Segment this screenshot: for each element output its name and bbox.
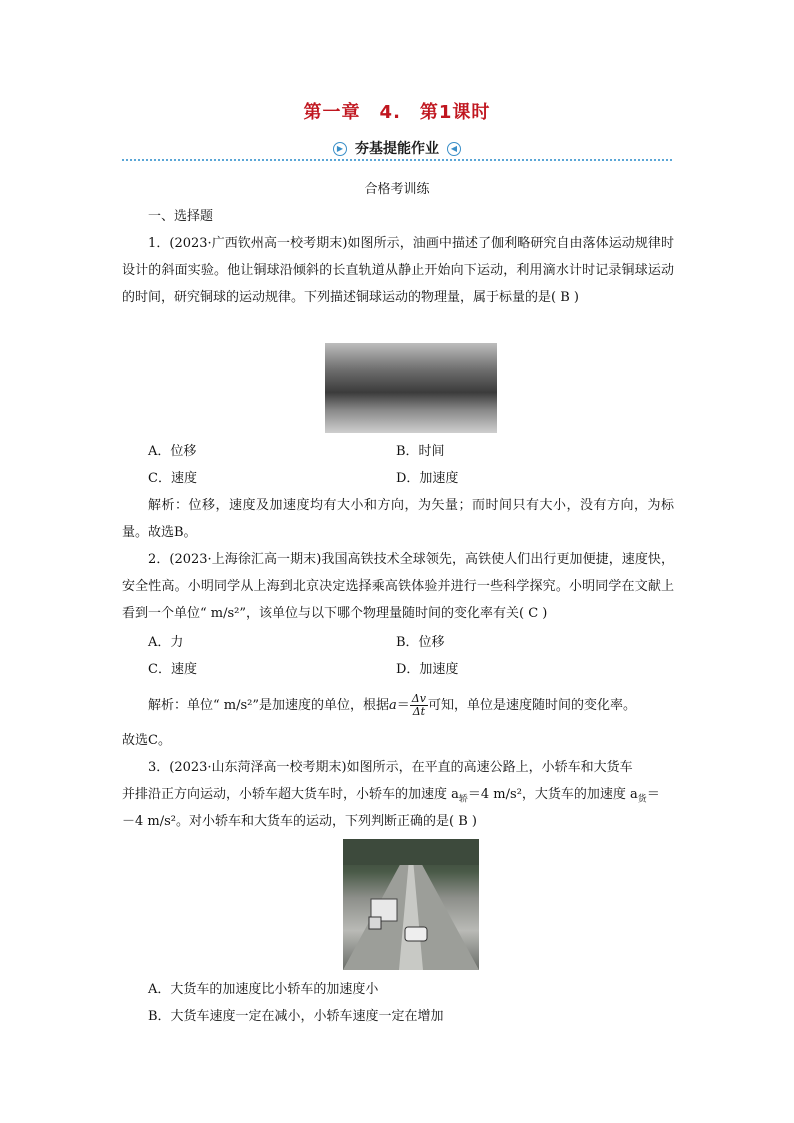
q1-option-c: C．速度 (148, 471, 197, 486)
q2-analysis: 解析：单位“ m/s²”是加速度的单位，根据a＝ $\frac{\Delta v}{\Delta t}$ 可知，单位是速度随时间的变化率。 (148, 692, 636, 718)
question-3-line-1: 3．(2023·山东菏泽高一校考期末)如图所示，在平直的高速公路上，小轿车和大货车 (148, 760, 633, 775)
galileo-painting-image (325, 343, 497, 433)
section-banner (122, 137, 672, 163)
highway-illustration (343, 839, 479, 970)
question-3-line-3: －4 m/s²。对小轿车和大货车的运动，下列判断正确的是( B ) (122, 814, 477, 829)
q2-option-c: C．速度 (148, 662, 197, 677)
formula-lhs: a (389, 698, 397, 713)
arrow-right-icon: ▶ (333, 142, 347, 156)
arrow-left-icon: ◀ (447, 142, 461, 156)
q3-sub-car: 轿 (458, 794, 468, 805)
q2-analysis-pre: 解析：单位“ m/s²”是加速度的单位，根据 (148, 698, 390, 713)
q3-sub-truck: 货 (637, 794, 647, 805)
q1-option-a: A．位移 (148, 444, 197, 459)
highway-photo-image (343, 839, 479, 970)
q3-line2-mid: ＝4 m/s²，大货车的加速度 a (467, 787, 638, 802)
q2-option-a: A．力 (148, 635, 184, 650)
banner-label-box (301, 138, 493, 158)
q3-line2-pre: 并排沿正方向运动，小轿车超大货车时，小轿车的加速度 a (122, 787, 459, 802)
q2-option-d: D．加速度 (396, 662, 459, 677)
q1-option-d: D．加速度 (396, 471, 459, 486)
formula-numerator: Δv (411, 692, 426, 705)
q2-option-b: B．位移 (396, 635, 445, 650)
part-heading: 一、选择题 (148, 209, 214, 224)
q1-analysis: 解析：位移，速度及加速度均有大小和方向，为矢量；而时间只有大小，没有方向，为标量。故选B。 (122, 498, 674, 540)
formula-denominator: Δt (412, 705, 426, 718)
q3-option-a: A．大货车的加速度比小轿车的加速度小 (148, 982, 379, 997)
q2-analysis-post: 可知，单位是速度随时间的变化率。 (427, 698, 636, 713)
q3-line2-post: ＝ (646, 787, 660, 802)
formula-fraction (410, 693, 428, 718)
section-heading: 合格考训练 (364, 182, 430, 197)
q2-analysis-end: 故选C。 (122, 733, 171, 748)
banner-text: 夯基提能作业 (355, 141, 439, 157)
dotted-divider (122, 159, 672, 161)
q3-option-b: B．大货车速度一定在减小，小轿车速度一定在增加 (148, 1009, 444, 1024)
q1-option-b: B．时间 (396, 444, 445, 459)
question-1-text: 1．(2023·广西钦州高一校考期末)如图所示，油画中描述了伽利略研究自由落体运动规律时设计的斜面实验。他让铜球沿倾斜的长直轨道从静止开始向下运动，利用滴水计时记录铜球运动的时间，研究铜球的运动规律。下列描述铜球运动的物理量，属于标量的是( B ) (122, 236, 674, 305)
question-2-text: 2．(2023·上海徐汇高一期末)我国高铁技术全球领先，高铁使人们出行更加便捷，速度快，安全性高。小明同学从上海到北京决定选择乘高铁体验并进行一些科学探究。小明同学在文献上看到一个单位“ m/s²”，该单位与以下哪个物理量随时间的变化率有关( C ) (122, 552, 674, 621)
page-title: 第一章 4. 第1课时 (303, 102, 491, 123)
